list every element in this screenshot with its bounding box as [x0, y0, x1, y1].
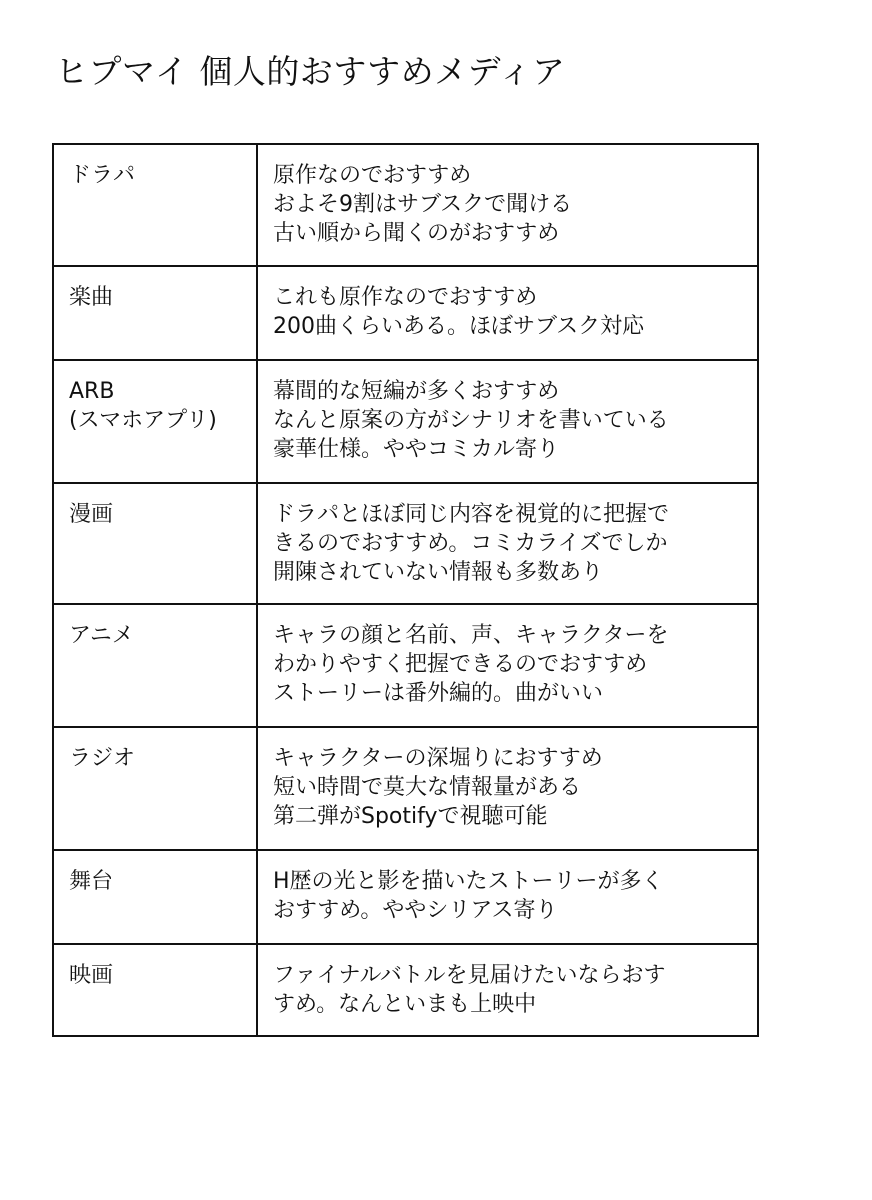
- media-description-cell: [257, 604, 758, 727]
- table-row: [53, 727, 758, 850]
- table-row: [53, 944, 758, 1036]
- description-line: 幕間的な短編が多くおすすめ: [273, 379, 560, 404]
- description-line: およそ9割はサブスクで聞ける: [273, 192, 573, 217]
- page-title: ヒプマイ 個人的おすすめメディア: [55, 52, 566, 91]
- media-name: 舞台: [69, 869, 114, 894]
- description-line: ストーリーは番外編的。曲がいい: [273, 681, 604, 706]
- media-name-cell: [53, 266, 257, 360]
- table-row: [53, 850, 758, 944]
- description-line: おすすめ。ややシリアス寄り: [273, 898, 558, 923]
- media-name: ドラパ: [69, 163, 136, 188]
- media-name: アニメ: [69, 623, 134, 648]
- description-line: すめ。なんといまも上映中: [273, 992, 537, 1017]
- description-line: キャラクターの深堀りにおすすめ: [273, 746, 603, 771]
- media-name-cell: [53, 944, 257, 1036]
- description-line: 豪華仕様。ややコミカル寄り: [273, 437, 560, 462]
- media-description-cell: [257, 727, 758, 850]
- media-name: ラジオ: [69, 746, 136, 771]
- description-line: きるのでおすすめ。コミカライズでしか: [273, 531, 668, 556]
- description-line: これも原作なのでおすすめ: [273, 285, 538, 310]
- media-description-cell: [257, 483, 758, 604]
- media-name-cell: [53, 727, 257, 850]
- description-line: わかりやすく把握できるのでおすすめ: [273, 652, 648, 677]
- description-line: ファイナルバトルを見届けたいならおす: [273, 963, 666, 988]
- media-name-cell: [53, 483, 257, 604]
- media-description-cell: [257, 360, 758, 483]
- table-row: [53, 144, 758, 266]
- media-name-cell: [53, 604, 257, 727]
- table-row: [53, 266, 758, 360]
- media-name: 楽曲: [69, 285, 114, 310]
- description-line: 短い時間で莫大な情報量がある: [273, 775, 582, 800]
- description-line: 開陳されていない情報も多数あり: [273, 560, 604, 585]
- description-line: 200曲くらいある。ほぼサブスク対応: [273, 314, 645, 339]
- media-description-cell: [257, 944, 758, 1036]
- table-row: [53, 604, 758, 727]
- description-line: 第二弾がSpotifyで視聴可能: [273, 804, 548, 829]
- description-line: なんと原案の方がシナリオを書いている: [273, 408, 669, 433]
- table-row: [53, 360, 758, 483]
- table-row: [53, 483, 758, 604]
- description-line: H歴の光と影を描いたストーリーが多く: [273, 869, 664, 894]
- media-name: 映画: [69, 963, 114, 988]
- media-name: 漫画: [69, 502, 114, 527]
- media-name-cell: [53, 360, 257, 483]
- description-line: ドラパとほぼ同じ内容を視覚的に把握で: [273, 502, 670, 527]
- media-name: ARB: [69, 379, 115, 404]
- media-name-cell: [53, 850, 257, 944]
- media-description-cell: [257, 850, 758, 944]
- media-name-cell: [53, 144, 257, 266]
- media-name-subtitle: (スマホアプリ): [69, 408, 217, 433]
- media-table: [52, 143, 759, 1037]
- media-description-cell: [257, 266, 758, 360]
- description-line: 古い順から聞くのがおすすめ: [273, 221, 560, 246]
- media-description-cell: [257, 144, 758, 266]
- description-line: 原作なのでおすすめ: [273, 163, 472, 188]
- description-line: キャラの顔と名前、声、キャラクターを: [273, 623, 669, 648]
